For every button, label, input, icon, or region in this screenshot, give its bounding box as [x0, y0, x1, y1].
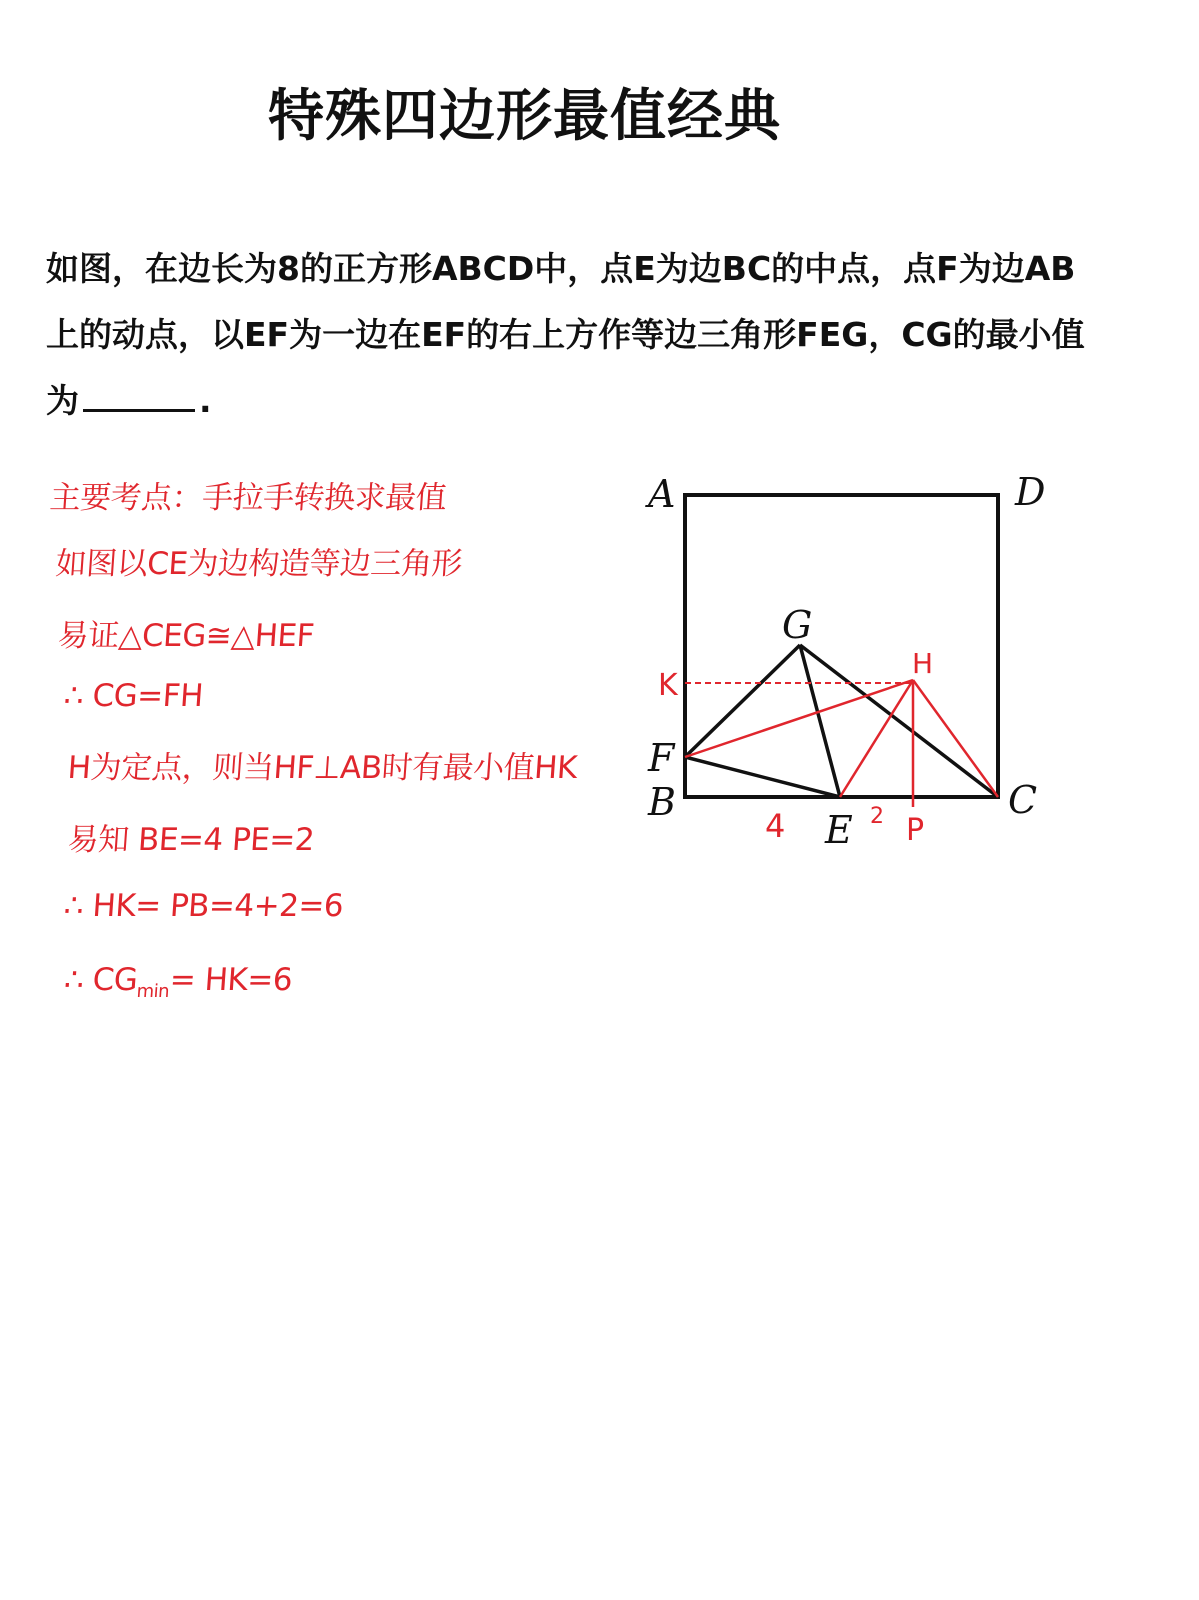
problem-line-3 [46, 368, 1156, 434]
note-hk-value: ∴ HK= PB=4+2=6 [62, 888, 345, 924]
segment-gc [800, 645, 998, 797]
note-fixed-point: H为定点，则当HF⊥AB时有最小值HK [66, 750, 579, 786]
note-cg-min-suffix: = HK=6 [168, 962, 294, 998]
segment-eh [840, 680, 913, 797]
label-b: B [648, 780, 676, 824]
note-congruence: 易证△CEG≅△HEF [56, 618, 316, 654]
segment-fe [685, 757, 840, 797]
problem-line-3-suffix: . [199, 381, 212, 420]
note-construction: 如图以CE为边构造等边三角形 [54, 546, 464, 582]
note-cg-equals-fh: ∴ CG=FH [62, 678, 205, 714]
segment-ge [800, 645, 840, 797]
geometry-diagram [630, 455, 1080, 865]
label-g: G [782, 603, 813, 647]
label-be-length: 4 [765, 807, 786, 845]
label-ep-length: 2 [870, 804, 884, 829]
label-e: E [825, 808, 853, 852]
label-a: A [648, 472, 676, 516]
note-cg-min-prefix: ∴ CG [62, 962, 139, 998]
segment-fh [685, 680, 913, 757]
problem-line-1: 如图，在边长为8的正方形ABCD中，点E为边BC的中点，点F为边AB [46, 249, 1076, 288]
answer-blank [83, 383, 195, 412]
label-c: C [1008, 778, 1038, 822]
label-d: D [1015, 470, 1046, 514]
geometry-figure [630, 455, 1080, 865]
label-h: H [912, 647, 934, 680]
problem-line-2: 上的动点，以EF为一边在EF的右上方作等边三角形FEG，CG的最小值 [46, 315, 1085, 354]
label-p: P [906, 813, 925, 848]
note-cg-min-subscript: min [135, 981, 170, 1003]
problem-statement [46, 236, 1156, 434]
segment-hc [913, 680, 998, 797]
page-title: 特殊四边形最值经典 [268, 84, 781, 149]
square-abcd [685, 495, 998, 797]
problem-line-3-prefix: 为 [46, 381, 79, 420]
note-key-point: 主要考点：手拉手转换求最值 [48, 480, 448, 516]
note-known-lengths: 易知 BE=4 PE=2 [66, 822, 316, 858]
label-k: K [658, 668, 678, 703]
label-f: F [648, 736, 675, 780]
note-cg-min [63, 962, 294, 1002]
segment-fg [685, 645, 800, 757]
